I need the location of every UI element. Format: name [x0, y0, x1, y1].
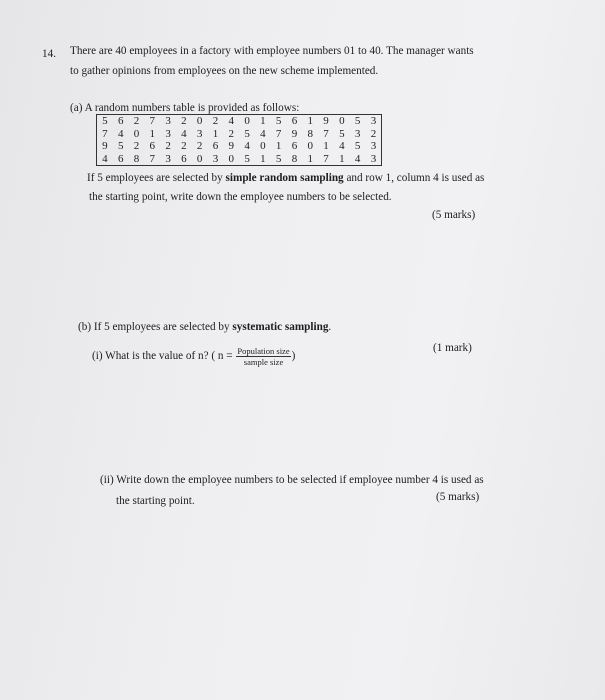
table-cell: 2 — [133, 140, 140, 153]
table-cell: 6 — [212, 140, 219, 153]
part-a-question-line-1 — [87, 171, 484, 185]
part-b-i-pre: (i) What is the value of n? ( n = — [92, 350, 236, 363]
table-cell: 5 — [354, 115, 361, 127]
part-b-ii-line-1: (ii) Write down the employee numbers to be selected if employee number 4 is used as — [100, 474, 484, 486]
table-row — [97, 128, 382, 141]
question-number: 14. — [42, 48, 56, 60]
part-b-i-question — [92, 346, 295, 367]
table-cell: 5 — [339, 127, 345, 140]
table-cell: 3 — [165, 115, 171, 127]
table-cell: 4 — [117, 127, 124, 140]
part-b-ii-line-2: the starting point. — [116, 495, 195, 507]
table-cell: 9 — [228, 140, 235, 153]
part-a-question-line-2: the starting point, write down the employee numbers to be selected. — [89, 191, 392, 203]
table-cell: 7 — [149, 152, 156, 165]
table-cell: 6 — [149, 140, 156, 153]
part-a-intro: (a) A random numbers table is provided as follows: — [70, 102, 300, 114]
table-cell: 6 — [181, 152, 187, 165]
table-cell: 2 — [370, 127, 377, 140]
table-cell: 2 — [165, 140, 171, 153]
part-b-i-post: ) — [291, 350, 296, 363]
table-row — [97, 140, 382, 153]
table-cell: 1 — [339, 152, 345, 165]
table-cell: 5 — [102, 115, 108, 127]
part-a-q1-pre: If 5 employees are selected by — [87, 172, 226, 184]
table-cell: 7 — [323, 127, 329, 140]
table-cell: 1 — [307, 152, 313, 165]
table-cell: 4 — [102, 152, 108, 165]
table-cell: 2 — [181, 140, 187, 153]
table-cell: 9 — [102, 140, 108, 153]
table-cell: 1 — [307, 115, 313, 127]
table-cell: 9 — [323, 115, 329, 127]
table-cell: 4 — [354, 152, 361, 165]
table-cell: 3 — [165, 152, 171, 165]
question-text-line-1: There are 40 employees in a factory with employee numbers 01 to 40. The manager wants — [70, 45, 474, 57]
table-cell: 3 — [354, 127, 361, 140]
table-cell: 3 — [370, 152, 377, 165]
table-cell: 5 — [354, 140, 361, 153]
table-cell: 6 — [291, 115, 298, 127]
table-cell: 1 — [323, 140, 329, 153]
table-cell: 4 — [181, 127, 187, 140]
table-row — [97, 115, 382, 128]
table-cell: 5 — [244, 127, 250, 140]
table-cell: 1 — [212, 127, 219, 140]
population-fraction — [236, 346, 290, 367]
table-cell: 3 — [196, 127, 203, 140]
table-cell: 1 — [260, 115, 266, 127]
table-cell: 7 — [323, 152, 329, 165]
table-cell: 7 — [102, 127, 108, 140]
random-numbers-table — [96, 114, 382, 166]
part-a-q1-bold: simple random sampling — [225, 172, 344, 184]
table-cell: 0 — [196, 115, 203, 127]
part-b-intro-pre: (b) If 5 employees are selected by — [78, 321, 233, 333]
table-cell: 5 — [275, 115, 282, 127]
table-cell: 0 — [244, 115, 250, 127]
table-row — [97, 153, 382, 166]
table-cell: 8 — [307, 127, 313, 140]
table-cell: 2 — [181, 115, 187, 127]
fraction-numerator: Population size — [237, 346, 290, 356]
table-cell: 4 — [228, 115, 235, 127]
question-text-line-2: to gather opinions from employees on the new scheme implemented. — [70, 65, 379, 77]
part-b-intro-bold: systematic sampling — [232, 321, 329, 333]
table-cell: 1 — [149, 127, 156, 140]
part-a-marks: (5 marks) — [432, 209, 476, 221]
table-cell: 3 — [370, 115, 377, 127]
table-cell: 3 — [370, 140, 377, 153]
table-cell: 4 — [260, 127, 266, 140]
table-cell: 0 — [228, 152, 235, 165]
table-cell: 3 — [212, 152, 219, 165]
table-cell: 2 — [196, 140, 203, 153]
table-cell: 0 — [339, 115, 345, 127]
table-cell: 4 — [339, 140, 345, 153]
table-cell: 5 — [275, 152, 282, 165]
table-cell: 1 — [275, 140, 282, 153]
fraction-denominator: sample size — [243, 357, 284, 367]
table-cell: 0 — [260, 140, 266, 153]
table-cell: 9 — [291, 127, 298, 140]
table-cell: 6 — [117, 115, 124, 127]
table-cell: 2 — [133, 115, 140, 127]
table-cell: 0 — [133, 127, 140, 140]
table-cell: 0 — [196, 152, 203, 165]
table-cell: 6 — [117, 152, 124, 165]
part-b-i-marks: (1 mark) — [433, 342, 472, 354]
part-a-q1-post: and row 1, column 4 is used as — [343, 172, 485, 184]
table-cell: 7 — [149, 115, 156, 127]
table-cell: 8 — [291, 152, 298, 165]
part-b-ii-marks: (5 marks) — [436, 491, 480, 503]
table-cell: 8 — [133, 152, 140, 165]
table-cell: 4 — [244, 140, 250, 153]
table-cell: 6 — [291, 140, 298, 153]
table-cell: 3 — [165, 127, 171, 140]
table-cell: 2 — [228, 127, 235, 140]
table-cell: 5 — [117, 140, 124, 153]
part-b-intro — [78, 320, 331, 334]
part-b-intro-post: . — [328, 321, 332, 333]
table-cell: 5 — [244, 152, 250, 165]
table-cell: 0 — [307, 140, 313, 153]
table-cell: 7 — [275, 127, 282, 140]
table-cell: 2 — [212, 115, 219, 127]
table-cell: 1 — [260, 152, 266, 165]
